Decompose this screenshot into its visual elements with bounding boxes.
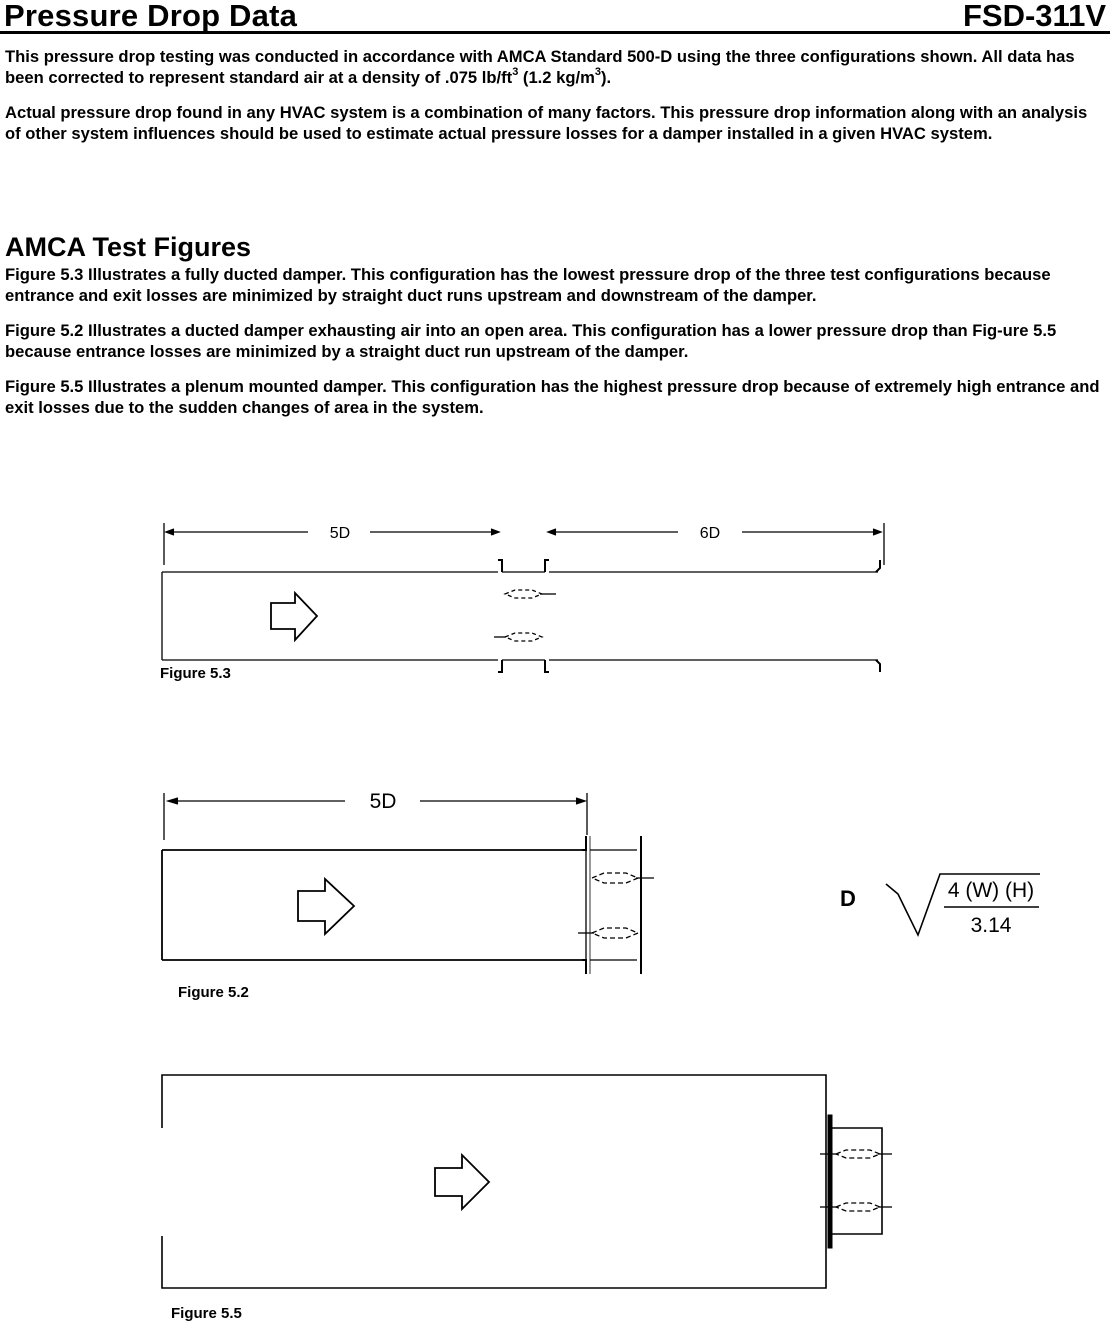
- damper-blade: [836, 1150, 880, 1158]
- figure-5-2-label: Figure 5.2: [178, 984, 249, 1001]
- plenum-box: [162, 1075, 826, 1288]
- formula-variable: D: [840, 886, 856, 911]
- figure-5-5-label: Figure 5.5: [171, 1305, 242, 1322]
- airflow-arrow-icon: [435, 1155, 489, 1209]
- section-heading-amca: AMCA Test Figures: [5, 232, 252, 262]
- formula-numerator: 4 (W) (H): [947, 879, 1035, 902]
- dim-label-downstream: 6D: [699, 525, 721, 542]
- figure-5-5-description: Figure 5.5 Illustrates a plenum mounted damper. This configuration has the highest pressure drop because of extremely high entrance and exit losses due to the sudden changes of area in the system.: [5, 377, 1100, 417]
- damper-blade: [836, 1203, 880, 1211]
- page-title: Pressure Drop Data: [4, 0, 298, 33]
- dim-label-upstream: 5D: [369, 790, 397, 813]
- intro-paragraph-2: Actual pressure drop found in any HVAC system is a combination of many factors. This pressure drop information along with an analysis of other system influences should be used to estimate actual pressure losses for a damper installed in a given HVAC system.: [5, 103, 1088, 143]
- intro-paragraph-1: This pressure drop testing was conducted in accordance with AMCA Standard 500-D using the three configurations shown. All data has been corrected to represent standard air at a density of .075 $lb/ft^3$ (1.2 $kg/m^3$).: [5, 47, 1075, 87]
- formula-denominator: 3.14: [970, 914, 1012, 937]
- document-code: FSD-311V: [962, 0, 1106, 33]
- figure-5-3-description: Figure 5.3 Illustrates a fully ducted damper. This configuration has the lowest pressure drop of the three test configurations because entrance and exit losses are minimized by straight duct runs upstream and downstream of the damper.: [5, 265, 1051, 305]
- figure-5-3-label: Figure 5.3: [160, 665, 231, 682]
- dim-label-upstream: 5D: [329, 525, 351, 542]
- figure-5-2-description: Figure 5.2 Illustrates a ducted damper exhausting air into an open area. This configuration has a lower pressure drop than Fig-ure 5.5 because entrance losses are minimized by a straight duct run upstream of the damper.: [5, 321, 1057, 361]
